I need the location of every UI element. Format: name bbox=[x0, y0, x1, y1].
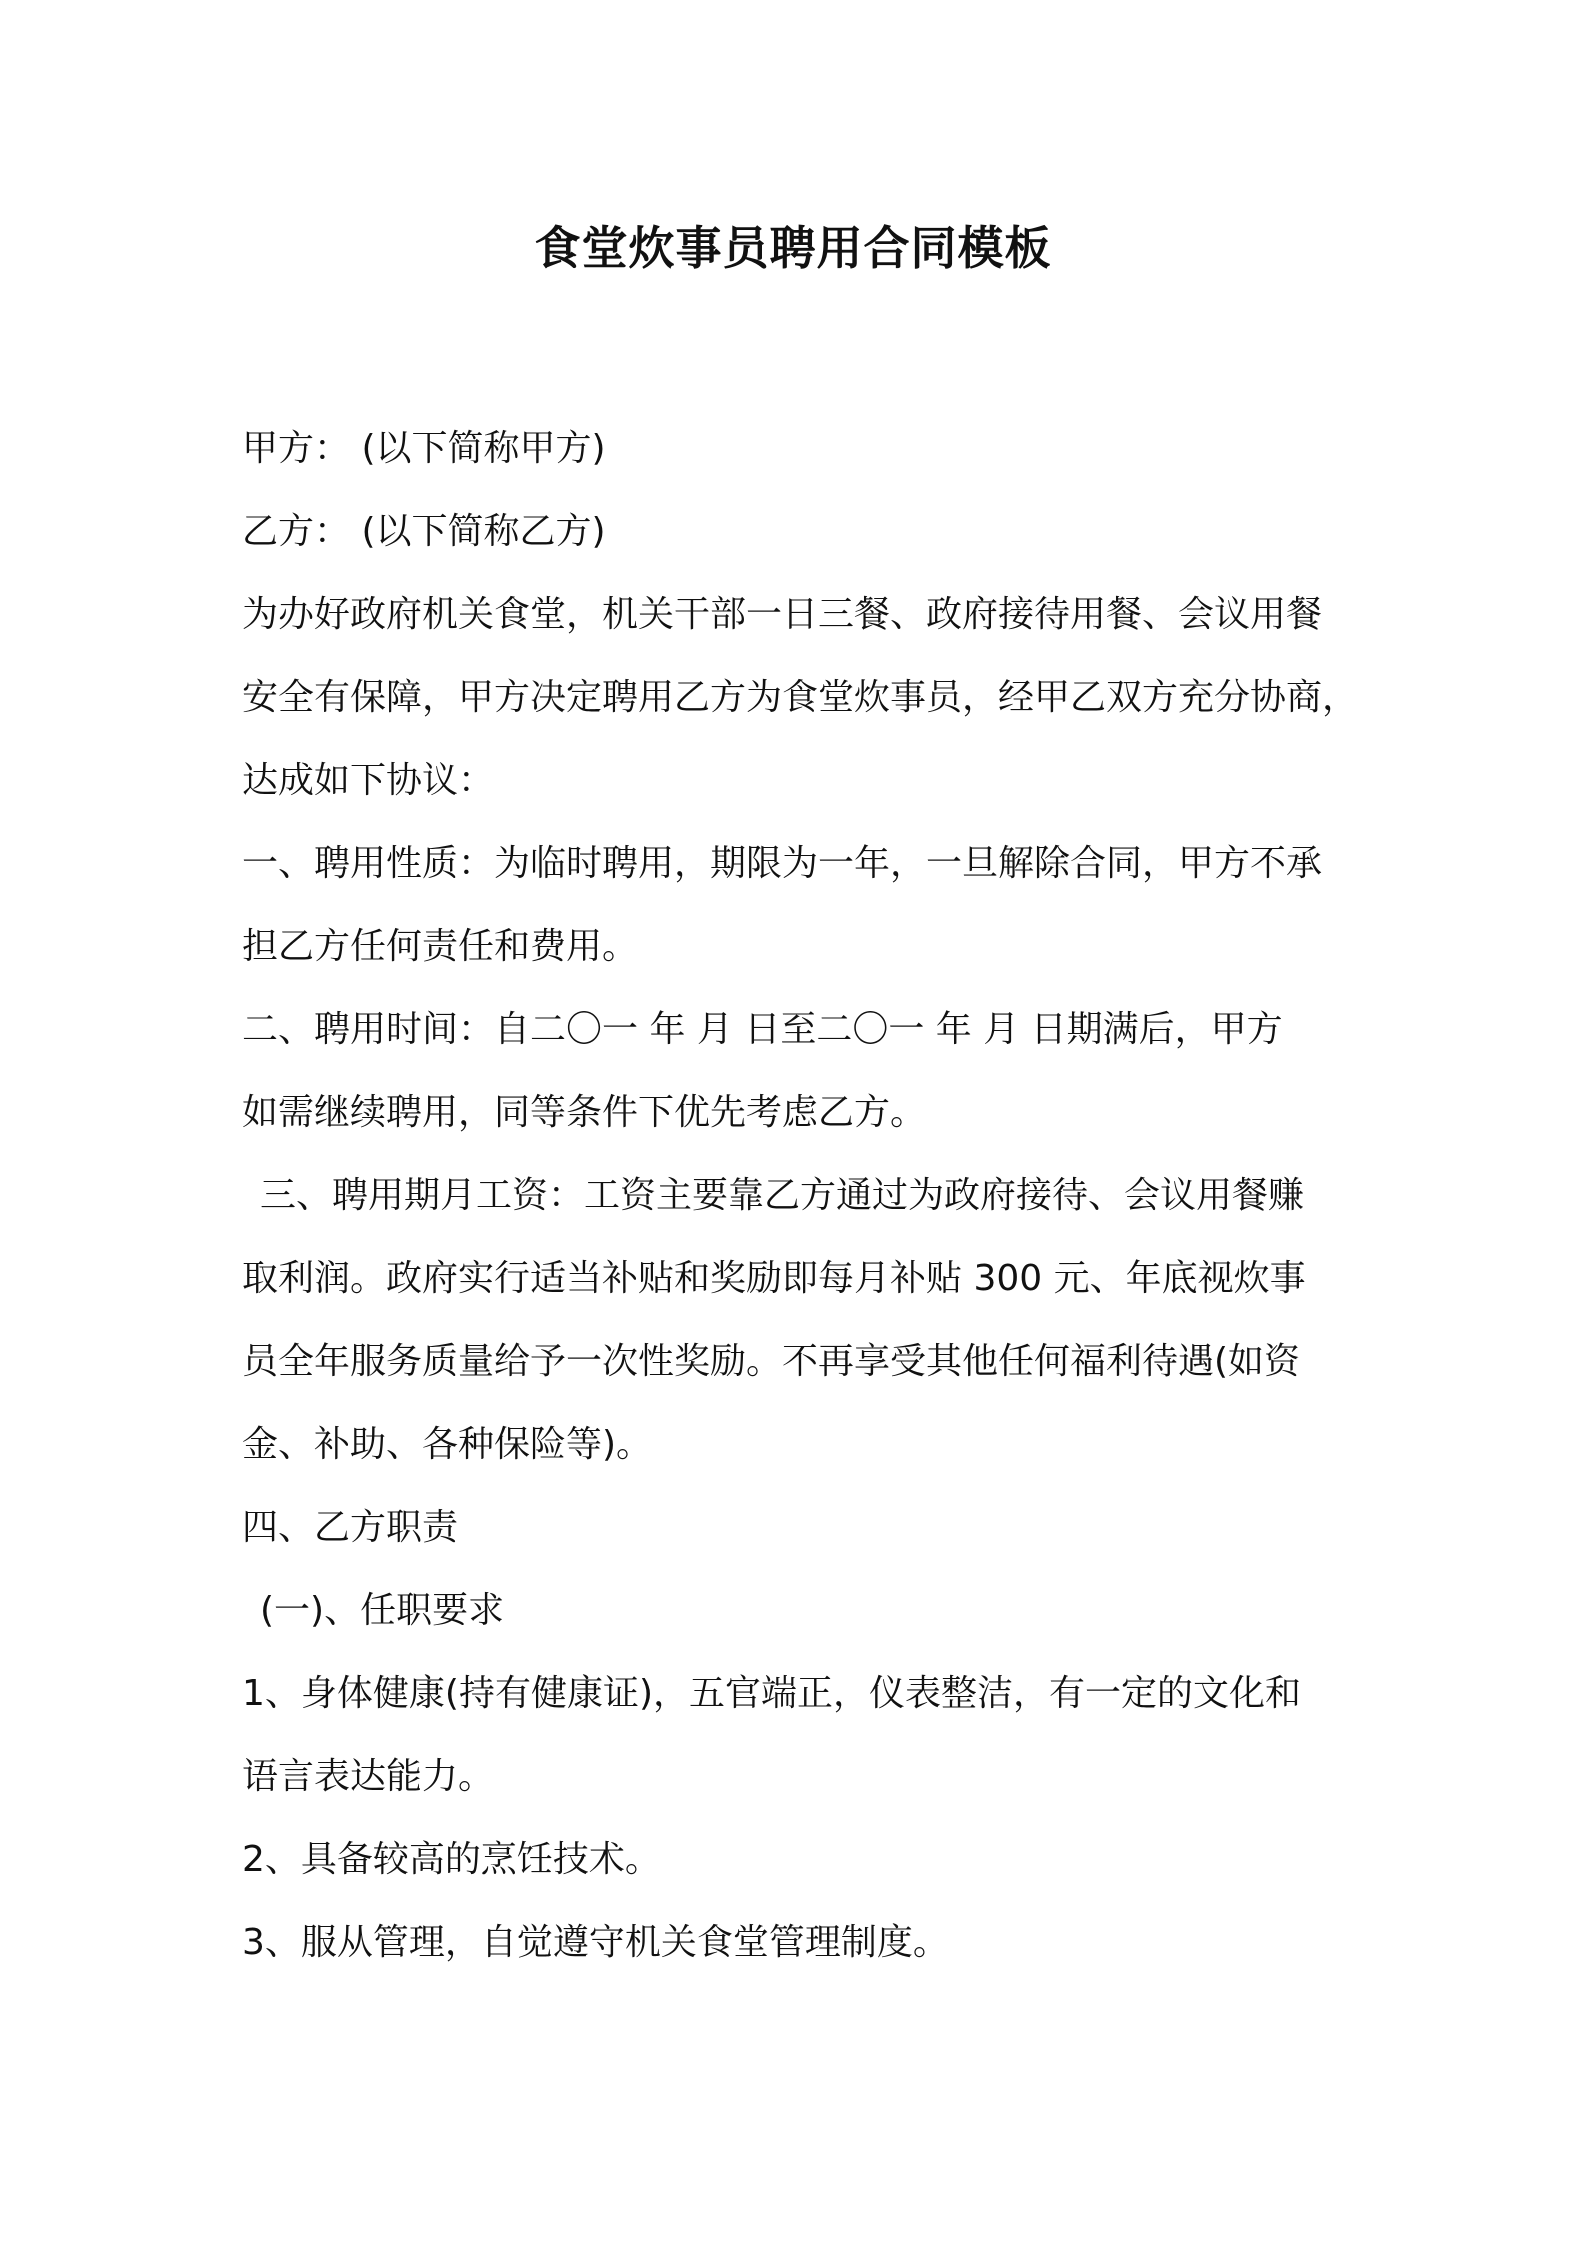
clause-1-line-1: 一、聘用性质：为临时聘用，期限为一年，一旦解除合同，甲方不承 bbox=[242, 843, 1323, 884]
requirement-3: 3、服从管理，自觉遵守机关食堂管理制度。 bbox=[242, 1922, 949, 1963]
clause-4-subheading: (一)、任职要求 bbox=[260, 1590, 505, 1631]
clause-1-line-2: 担乙方任何责任和费用。 bbox=[242, 926, 639, 967]
clause-3-line-1: 三、聘用期月工资：工资主要靠乙方通过为政府接待、会议用餐赚 bbox=[260, 1175, 1305, 1216]
preamble-line-1: 为办好政府机关食堂，机关干部一日三餐、政府接待用餐、会议用餐 bbox=[242, 594, 1323, 635]
preamble-line-2: 安全有保障，甲方决定聘用乙方为食堂炊事员，经甲乙双方充分协商， bbox=[242, 677, 1359, 718]
clause-2-line-2: 如需继续聘用，同等条件下优先考虑乙方。 bbox=[242, 1092, 927, 1133]
document-title: 食堂炊事员聘用合同模板 bbox=[534, 221, 1052, 275]
party-b-line: 乙方： (以下简称乙方) bbox=[242, 511, 606, 552]
requirement-1-line-2: 语言表达能力。 bbox=[242, 1756, 495, 1797]
clause-4-heading: 四、乙方职责 bbox=[242, 1507, 459, 1548]
clause-3-line-3: 员全年服务质量给予一次性奖励。不再享受其他任何福利待遇(如资 bbox=[242, 1341, 1301, 1382]
requirement-2: 2、具备较高的烹饪技术。 bbox=[242, 1839, 661, 1880]
party-a-line: 甲方： (以下简称甲方) bbox=[242, 428, 606, 469]
clause-3-line-2: 取利润。政府实行适当补贴和奖励即每月补贴 300 元、年底视炊事 bbox=[242, 1258, 1306, 1299]
preamble-line-3: 达成如下协议： bbox=[242, 760, 495, 801]
clause-2-line-1: 二、聘用时间：自二〇一 年 月 日至二〇一 年 月 日期满后，甲方 bbox=[242, 1009, 1283, 1050]
document-body bbox=[242, 407, 1359, 1984]
clause-3-line-4: 金、补助、各种保险等)。 bbox=[242, 1424, 653, 1465]
requirement-1-line-1: 1、身体健康(持有健康证)，五官端正，仪表整洁，有一定的文化和 bbox=[242, 1673, 1301, 1714]
